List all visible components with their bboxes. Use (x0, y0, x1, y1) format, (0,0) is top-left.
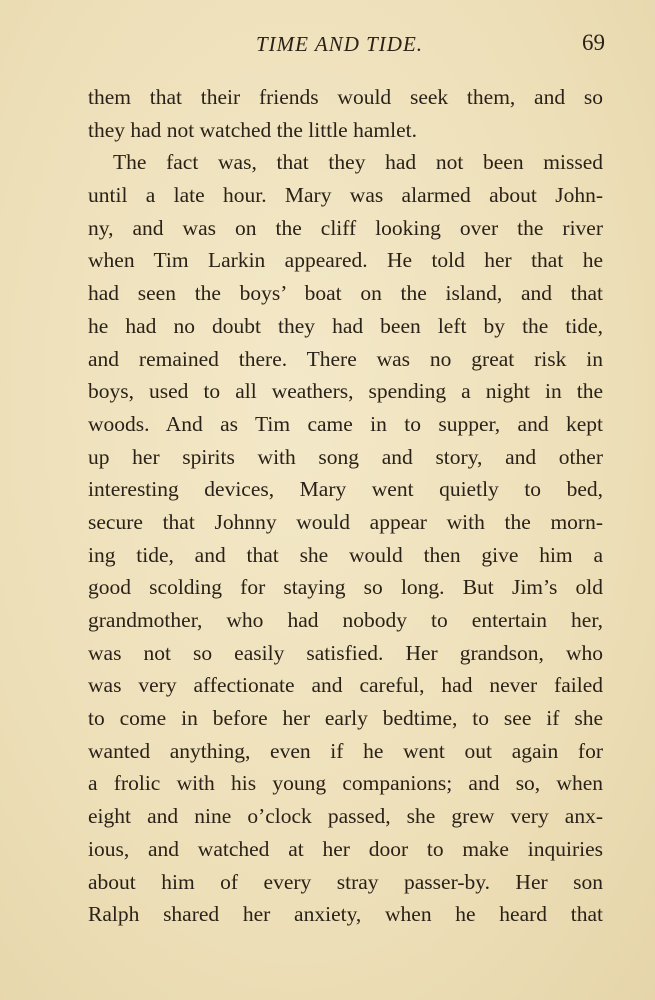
text-line: and remained there. There was no great risk in (88, 346, 603, 371)
text-line: The fact was, that they had not been missed (113, 150, 603, 175)
text-line: a frolic with his young companions; and so, when (88, 771, 603, 796)
text-line: them that their friends would seek them, and so (88, 85, 603, 109)
text-line: until a late hour. Mary was alarmed about John- (88, 183, 603, 208)
text-line: about him of every stray passer-by. Her son (88, 869, 603, 894)
text-line: woods. And as Tim came in to supper, and kept (88, 411, 603, 436)
text-line: he had no doubt they had been left by the tide, (88, 313, 603, 338)
text-line: had seen the boys’ boat on the island, and that (88, 281, 603, 306)
text-line: to come in before her early bedtime, to see if she (88, 706, 603, 731)
text-line: ny, and was on the cliff looking over the river (88, 215, 603, 240)
text-line: was not so easily satisfied. Her grandson, who (88, 640, 603, 665)
text-line: good scolding for staying so long. But Jim’s old (88, 575, 603, 600)
text-line: eight and nine o’clock passed, she grew very anx- (88, 804, 603, 829)
text-line: was very affectionate and careful, had never failed (88, 673, 603, 698)
text-line: ious, and watched at her door to make inquiries (88, 836, 603, 861)
running-head (88, 30, 605, 60)
running-title: TIME AND TIDE. (256, 32, 424, 56)
body-text (88, 81, 603, 931)
text-line: up her spirits with song and story, and other (88, 444, 603, 469)
page-number: 69 (582, 30, 605, 55)
text-line: interesting devices, Mary went quietly to bed, (88, 477, 603, 502)
text-line: ing tide, and that she would then give him a (88, 542, 603, 567)
text-line: grandmother, who had nobody to entertain her, (88, 608, 603, 632)
text-line: Ralph shared her anxiety, when he heard that (88, 902, 603, 927)
text-line: they had not watched the little hamlet. (88, 117, 417, 142)
text-line: secure that Johnny would appear with the morn- (88, 509, 603, 534)
text-line: when Tim Larkin appeared. He told her that he (88, 248, 603, 273)
text-line: boys, used to all weathers, spending a night in the (88, 379, 603, 404)
text-line: wanted anything, even if he went out again for (88, 738, 603, 763)
